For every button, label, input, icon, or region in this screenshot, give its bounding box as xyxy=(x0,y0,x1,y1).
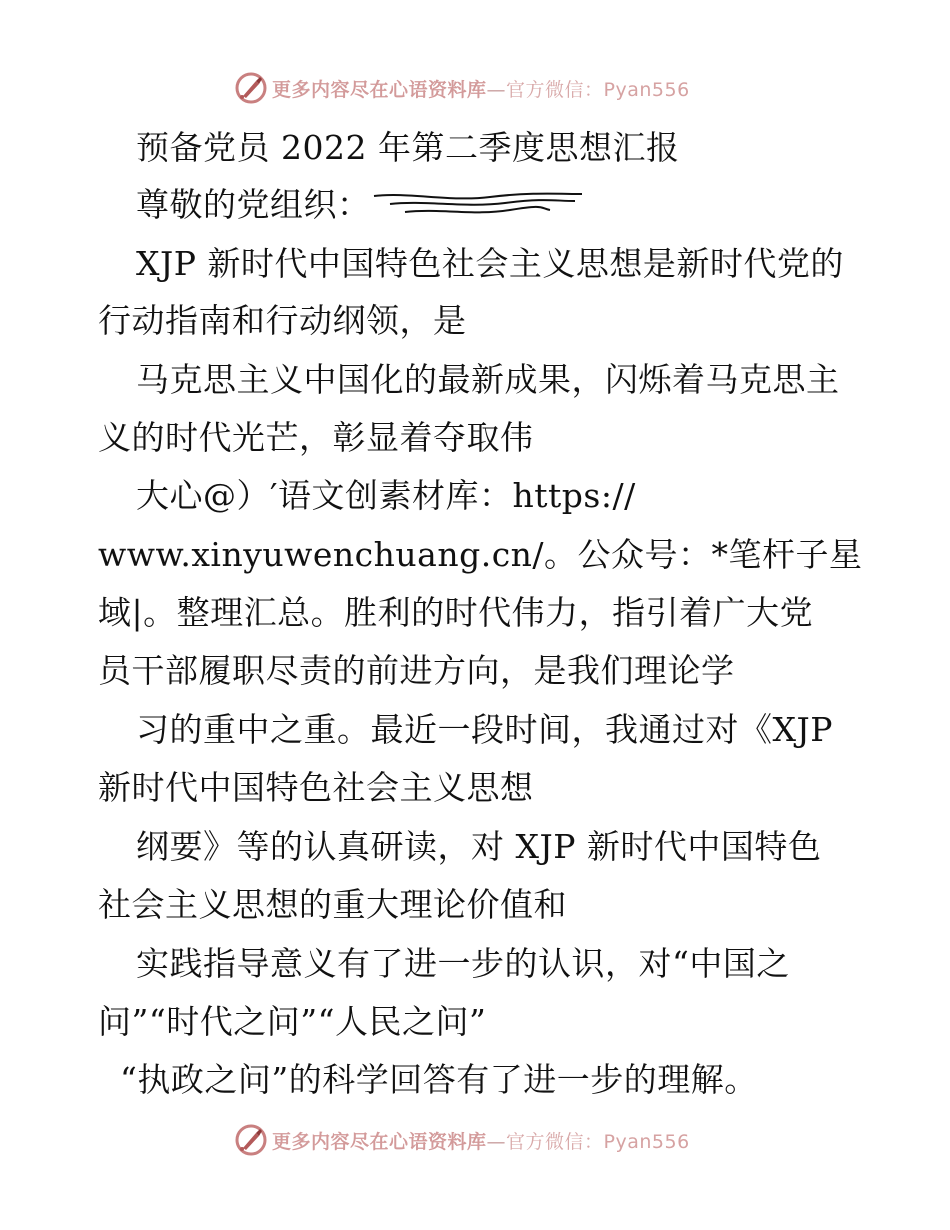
text-line: 纲要》等的认真研读，对 XJP 新时代中国特色 xyxy=(136,827,822,866)
text-line: 社会主义思想的重大理论价值和 xyxy=(98,885,567,924)
watermark-dash: — xyxy=(486,78,507,101)
text-line: 新时代中国特色社会主义思想 xyxy=(98,768,534,807)
watermark-dash: — xyxy=(486,1130,507,1153)
text-line: 义的时代光芒，彰显着夺取伟 xyxy=(98,418,534,457)
text-line: 实践指导意义有了进一步的认识，对“中国之 xyxy=(136,944,790,983)
pen-circle-logo-icon xyxy=(234,1123,268,1157)
watermark-prefix: 更多内容尽在心语资料库 xyxy=(272,1130,487,1153)
document-title: 预备党员 2022 年第二季度思想汇报 xyxy=(136,128,680,167)
text-line: “执政之问”的科学回答有了进一步的理解。 xyxy=(120,1060,758,1099)
text-line: 员干部履职尽责的前进方向，是我们理论学 xyxy=(98,651,735,690)
header-watermark-banner xyxy=(0,70,950,106)
text-line: XJP 新时代中国特色社会主义思想是新时代党的 xyxy=(136,244,844,283)
watermark-prefix: 更多内容尽在心语资料库 xyxy=(272,78,487,101)
scribble-mark-icon xyxy=(370,188,585,222)
text-line: 行动指南和行动纲领，是 xyxy=(98,301,467,340)
text-line: www.xinyuwenchuang.cn/。公众号：*笔杆子星 xyxy=(98,535,863,574)
salutation: 尊敬的党组织： xyxy=(136,185,371,224)
watermark-text xyxy=(272,75,690,102)
text-line: 问”“时代之问”“人民之问” xyxy=(98,1002,487,1041)
text-line: 域|。整理汇总。胜利的时代伟力，指引着广大党 xyxy=(98,593,814,632)
watermark-middle: 官方微信： xyxy=(506,1130,604,1153)
watermark-handle: Pyan556 xyxy=(603,78,690,101)
text-line: 习的重中之重。最近一段时间，我通过对《XJP xyxy=(136,710,833,749)
watermark-handle: Pyan556 xyxy=(603,1130,690,1153)
footer-watermark-banner xyxy=(0,1122,950,1158)
watermark-text xyxy=(272,1127,690,1154)
pen-circle-logo-icon xyxy=(234,71,268,105)
text-line: 大心@）′语文创素材库：https:// xyxy=(136,476,636,515)
watermark-middle: 官方微信： xyxy=(506,78,604,101)
text-line: 马克思主义中国化的最新成果，闪烁着马克思主 xyxy=(136,360,840,399)
